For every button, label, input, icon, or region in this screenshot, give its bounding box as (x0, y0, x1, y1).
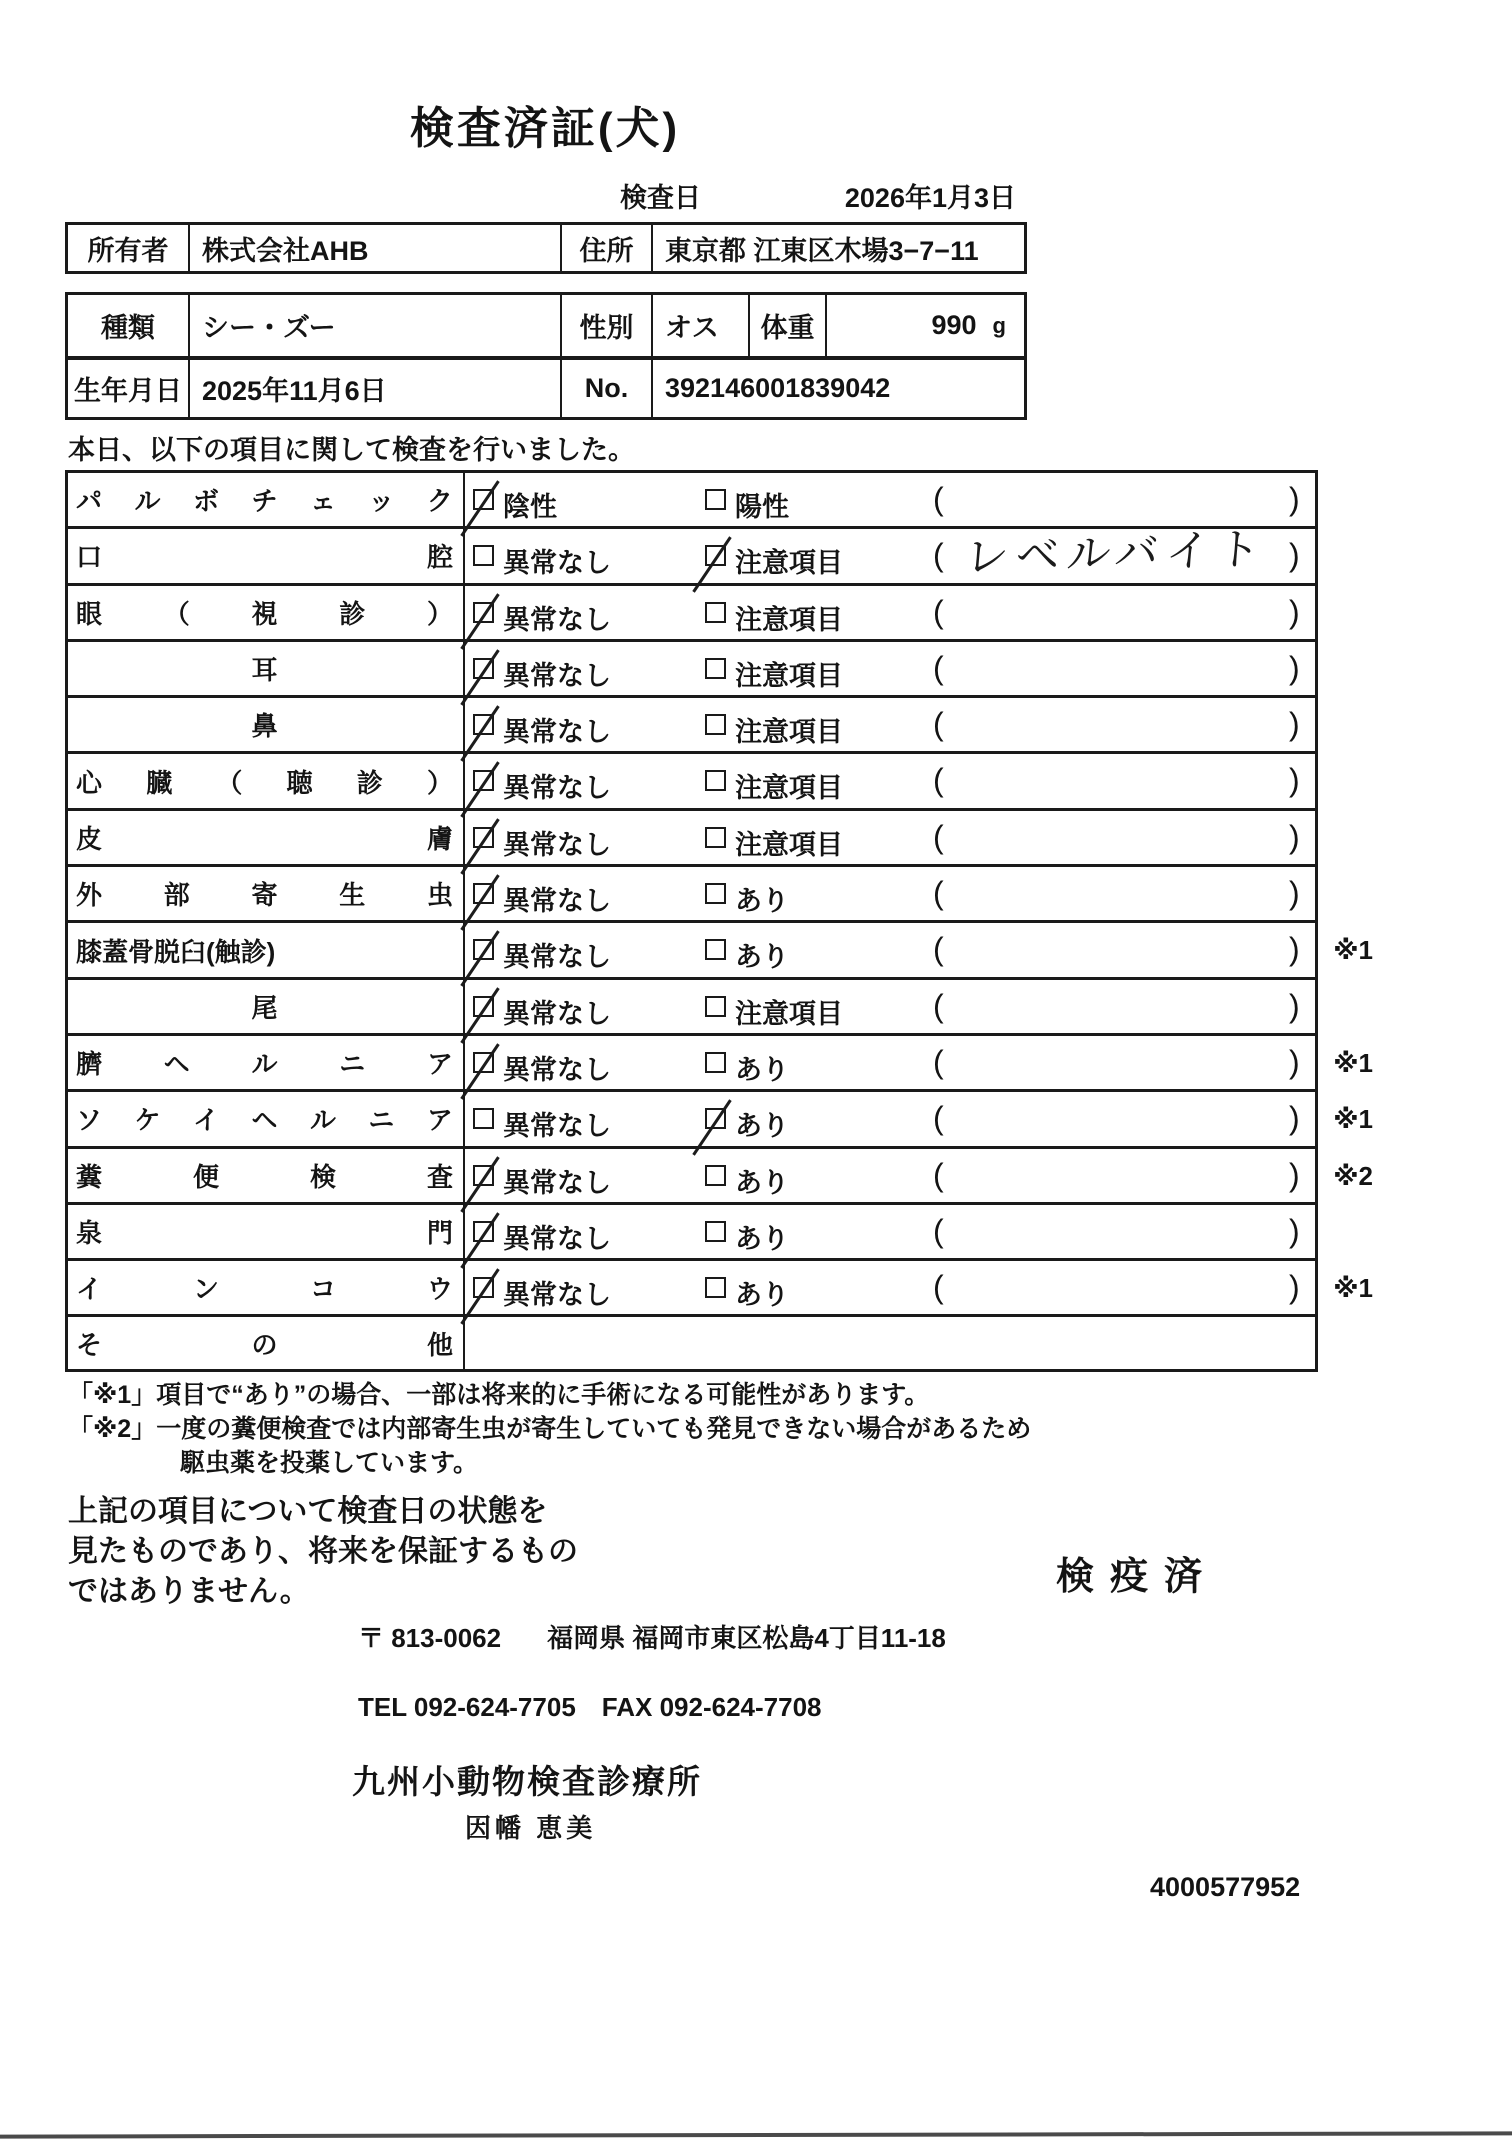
quarantine-stamp: 検疫済 (1056, 1556, 1219, 1598)
option2-checkbox (705, 714, 726, 735)
option2-label: 注意項目 (735, 998, 843, 1029)
paren-open: ( (933, 875, 944, 912)
paren-close: ) (1289, 987, 1300, 1024)
row-label-part: ル (309, 1105, 336, 1136)
option2-checkbox (705, 602, 726, 623)
option1-label: 異常なし (503, 1223, 611, 1254)
row-label-part: の (251, 1329, 278, 1360)
checklist-row (68, 867, 1315, 923)
row-label (68, 980, 465, 1033)
row-label (68, 529, 465, 582)
checklist-row (68, 1036, 1373, 1092)
row-label-part: 尾 (251, 992, 278, 1023)
row-footnote-mark: ※2 (1333, 1160, 1373, 1191)
row-label-part: （ (216, 767, 243, 798)
option2-label: あり (735, 1111, 789, 1142)
row-label-part: （ (163, 598, 190, 629)
paren-open: ( (933, 987, 944, 1024)
option2-checkbox (705, 996, 726, 1017)
clinic-name: 九州小動物検査診療所 (352, 1763, 702, 1800)
row-label-part: 診 (356, 767, 383, 798)
option1-label: 異常なし (503, 604, 611, 635)
row-label-part: ヘ (251, 1105, 278, 1136)
checklist-row (68, 642, 1315, 698)
owner-value: 株式会社AHB (188, 225, 560, 271)
paren-close: ) (1289, 1043, 1300, 1080)
row-label-part: ウ (426, 1274, 453, 1305)
clinic-address-line (358, 1618, 946, 1655)
row-label-part: 臍 (76, 1049, 103, 1080)
option2-label: あり (735, 1223, 789, 1254)
row-label-part: 視 (251, 598, 278, 629)
address-value: 東京都 江東区木場3−7−11 (651, 225, 1024, 271)
option1-label: 異常なし (503, 1167, 611, 1198)
weight-label: 体重 (748, 295, 825, 356)
footnote-3: 駆虫薬を投薬しています。 (180, 1449, 479, 1477)
paren-close: ) (1289, 1269, 1300, 1306)
row-content (465, 586, 1315, 639)
row-content (465, 980, 1315, 1033)
option2-label: あり (735, 1167, 789, 1198)
option1-label: 異常なし (503, 942, 611, 973)
checklist-row (68, 980, 1315, 1036)
row-content (465, 698, 1315, 751)
clinic-address: 福岡県 福岡市東区松島4丁目11-18 (547, 1623, 946, 1653)
row-label-part: 検 (309, 1161, 336, 1192)
row-label-part: 査 (426, 1161, 453, 1192)
paren-close: ) (1289, 875, 1300, 912)
option2-label: 陽性 (735, 492, 789, 522)
breed-value: シー・ズー (188, 295, 560, 356)
paren-close: ) (1289, 931, 1300, 968)
footnotes (68, 1378, 1031, 1480)
paren-open: ( (933, 1212, 944, 1249)
owner-row (68, 225, 1024, 271)
checklist-row (68, 1149, 1373, 1205)
checklist-row (68, 1317, 1315, 1369)
option1-label: 異常なし (503, 1111, 611, 1142)
birth-label: 生年月日 (74, 376, 182, 406)
option1-label: 異常なし (503, 1054, 611, 1085)
option2-checkbox (705, 658, 726, 679)
option2-label: 注意項目 (735, 717, 843, 748)
paren-close: ) (1289, 1212, 1300, 1249)
paren-open: ( (933, 1100, 944, 1137)
no-label: No. (560, 360, 651, 417)
row-label (68, 811, 465, 864)
option1-checkbox (473, 545, 494, 566)
row-label-part: 膝蓋骨脱臼(触診) (76, 936, 276, 967)
row-label-part: 泉 (76, 1218, 103, 1248)
checklist-table (65, 470, 1373, 1372)
option2-label: 注意項目 (735, 660, 843, 691)
row-label-part: 臓 (146, 767, 173, 798)
row-label-part: 膚 (426, 823, 453, 854)
option2-label: 注意項目 (735, 773, 843, 804)
pet-info-table (65, 292, 1027, 420)
row-label-part: ア (426, 1049, 453, 1080)
clinic-fax: FAX 092-624-7708 (601, 1692, 822, 1722)
row-label (68, 1092, 465, 1145)
row-label-part: ン (192, 1274, 219, 1305)
footnote-2: 「※2」一度の糞便検査では内部寄生虫が寄生していても発見できない場合があるため (68, 1415, 1032, 1443)
option2-checkbox (705, 1052, 726, 1073)
option1-label: 異常なし (503, 773, 611, 804)
clinic-postal: 〒 813-0062 (358, 1623, 502, 1653)
row-content (465, 1317, 1315, 1369)
row-footnote-mark: ※1 (1333, 1273, 1373, 1304)
checklist-row (68, 754, 1315, 810)
option2-checkbox (705, 1165, 726, 1186)
checklist-row (68, 586, 1315, 642)
paren-open: ( (933, 818, 944, 855)
row-label (68, 1205, 465, 1258)
vet-name: 因幡 恵美 (465, 1813, 597, 1843)
row-content (465, 525, 1315, 583)
row-label-part: 鼻 (251, 711, 278, 742)
row-label-part: ニ (339, 1049, 366, 1080)
pet-row-1 (68, 295, 1024, 356)
row-footnote-mark: ※1 (1333, 1104, 1373, 1135)
option2-label: あり (735, 1054, 789, 1085)
weight-unit: g (992, 312, 1006, 338)
no-value: 392146001839042 (651, 360, 1024, 417)
row-label-part: コ (309, 1274, 336, 1305)
row-label-part: ボ (192, 486, 219, 517)
row-content (465, 923, 1373, 976)
handwritten-note: レベルバイト (962, 525, 1270, 583)
weight-value-cell (825, 295, 1024, 356)
inspection-date-row (620, 176, 1016, 215)
paren-open: ( (933, 1043, 944, 1080)
row-label-part: ソ (76, 1105, 103, 1136)
row-content (465, 1149, 1373, 1202)
row-label-part: ッ (368, 486, 395, 517)
row-label-part: ヘ (163, 1049, 190, 1080)
paren-close: ) (1289, 1156, 1300, 1193)
option2-label: あり (735, 886, 789, 917)
footnote-1: 「※1」項目で“あり”の場合、一部は将来的に手術になる可能性があります。 (68, 1381, 930, 1409)
option2-checkbox (705, 883, 726, 904)
paren-close: ) (1289, 649, 1300, 686)
row-label-part: イ (76, 1274, 103, 1305)
paren-close: ) (1289, 818, 1300, 855)
option1-label: 異常なし (503, 829, 611, 860)
paren-open: ( (933, 481, 944, 517)
row-label (68, 867, 465, 920)
row-label-part: ） (426, 767, 453, 798)
option1-label: 異常なし (503, 998, 611, 1029)
birth-value: 2025年11月6日 (188, 360, 560, 417)
row-content (465, 1205, 1315, 1258)
checklist-row (68, 525, 1315, 585)
option1-label: 異常なし (503, 1280, 611, 1311)
row-label-part: 他 (426, 1329, 453, 1360)
row-label-part: 診 (339, 598, 366, 629)
disclaimer-line-2: 見たものであり、将来を保証するもの (68, 1535, 578, 1568)
row-label (68, 586, 465, 639)
option2-checkbox (705, 939, 726, 960)
owner-label: 所有者 (87, 235, 169, 266)
paren-close: ) (1289, 537, 1300, 574)
option2-checkbox (705, 489, 726, 510)
row-content (465, 754, 1315, 807)
row-label (68, 923, 465, 976)
option2-label: 注意項目 (735, 604, 843, 635)
clinic-tel: TEL 092-624-7705 (358, 1692, 576, 1722)
row-label (68, 1317, 465, 1369)
row-label-part: 虫 (426, 880, 453, 911)
paren-open: ( (933, 1156, 944, 1193)
row-label-part: パ (76, 486, 103, 517)
option2-checkbox (705, 1277, 726, 1298)
checklist-row (68, 811, 1315, 867)
option1-label: 異常なし (503, 660, 611, 691)
row-label-part: 耳 (251, 655, 278, 686)
row-content (465, 642, 1315, 695)
row-label (68, 698, 465, 751)
option2-checkbox (705, 770, 726, 791)
row-label-part: 糞 (76, 1161, 103, 1192)
row-label-part: ル (134, 486, 161, 517)
row-label-part: 皮 (76, 823, 103, 854)
sex-label: 性別 (560, 295, 651, 356)
row-label-part: ニ (368, 1105, 395, 1136)
row-label (68, 754, 465, 807)
option1-checkbox (473, 1108, 494, 1129)
row-label (68, 642, 465, 695)
checklist-row (68, 1092, 1373, 1148)
row-label-part: チ (251, 486, 278, 517)
page-title: 検査済証(犬) (409, 104, 681, 153)
paren-open: ( (933, 1269, 944, 1306)
row-label-part: 外 (76, 880, 103, 911)
row-label-part: ） (426, 598, 453, 629)
row-label (68, 1149, 465, 1202)
disclaimer-line-1: 上記の項目について検査日の状態を (68, 1495, 548, 1528)
option2-checkbox (705, 827, 726, 848)
row-label-part: ェ (309, 486, 336, 517)
option1-label: 異常なし (503, 717, 611, 748)
row-label-part: 寄 (251, 880, 278, 911)
row-label (68, 1261, 465, 1314)
row-label-part: 部 (163, 880, 190, 911)
disclaimer (68, 1492, 578, 1612)
checklist-row (68, 698, 1315, 754)
row-label-part: ア (426, 1105, 453, 1136)
paren-open: ( (933, 762, 944, 799)
option2-checkbox (705, 1221, 726, 1242)
serial-number: 4000577952 (1150, 1872, 1301, 1902)
intro-line: 本日、以下の項目に関して検査を行いました。 (68, 435, 635, 465)
paren-open: ( (933, 931, 944, 968)
address-label: 住所 (560, 225, 651, 271)
checklist-row (68, 923, 1373, 979)
row-label-part: そ (76, 1329, 103, 1360)
row-content (465, 867, 1315, 920)
paren-close: ) (1289, 762, 1300, 799)
paren-open: ( (933, 649, 944, 686)
row-label-part: 門 (426, 1218, 453, 1248)
inspection-date-label: 検査日 (620, 183, 701, 213)
row-label-part: 生 (339, 880, 366, 911)
option2-label: 注意項目 (735, 829, 843, 860)
owner-table (65, 222, 1027, 274)
option2-label: 注意項目 (735, 548, 843, 579)
option1-label: 異常なし (503, 886, 611, 917)
row-label (68, 1036, 465, 1089)
row-content (465, 1036, 1373, 1089)
inspection-date-value: 2026年1月3日 (844, 183, 1016, 213)
disclaimer-line-3: ではありません。 (68, 1575, 310, 1608)
row-label-part: 眼 (76, 598, 103, 629)
breed-label: 種類 (101, 313, 155, 343)
checklist-row (68, 1205, 1315, 1261)
row-label-part: 心 (76, 767, 103, 798)
weight-value: 990 (931, 310, 977, 340)
scan-artifact-line (0, 2131, 1512, 2138)
row-label-part: 口 (76, 542, 103, 573)
paren-close: ) (1289, 1100, 1300, 1137)
paren-open: ( (933, 537, 944, 574)
option1-label: 陰性 (503, 492, 557, 522)
row-footnote-mark: ※1 (1333, 935, 1373, 966)
option1-label: 異常なし (503, 548, 611, 579)
row-content (465, 811, 1315, 864)
sex-value: オス (651, 295, 748, 356)
row-label-part: ル (251, 1049, 278, 1080)
option2-label: あり (735, 1280, 789, 1311)
row-content (465, 1261, 1373, 1314)
row-label-part: ケ (134, 1105, 161, 1136)
row-label-part: イ (192, 1105, 219, 1136)
clinic-tel-line (358, 1692, 822, 1723)
row-label-part: 便 (192, 1161, 219, 1192)
paren-open: ( (933, 706, 944, 743)
checklist-row (68, 1261, 1373, 1317)
pet-row-2 (68, 356, 1024, 417)
row-footnote-mark: ※1 (1333, 1047, 1373, 1078)
row-label-part: ク (426, 486, 453, 517)
paren-close: ) (1289, 481, 1300, 517)
paren-close: ) (1289, 706, 1300, 743)
row-content (465, 1092, 1373, 1145)
row-label (68, 473, 465, 526)
row-label-part: 聴 (286, 767, 313, 798)
option2-label: あり (735, 942, 789, 973)
paren-open: ( (933, 593, 944, 630)
paren-close: ) (1289, 593, 1300, 630)
row-label-part: 腔 (426, 542, 453, 573)
